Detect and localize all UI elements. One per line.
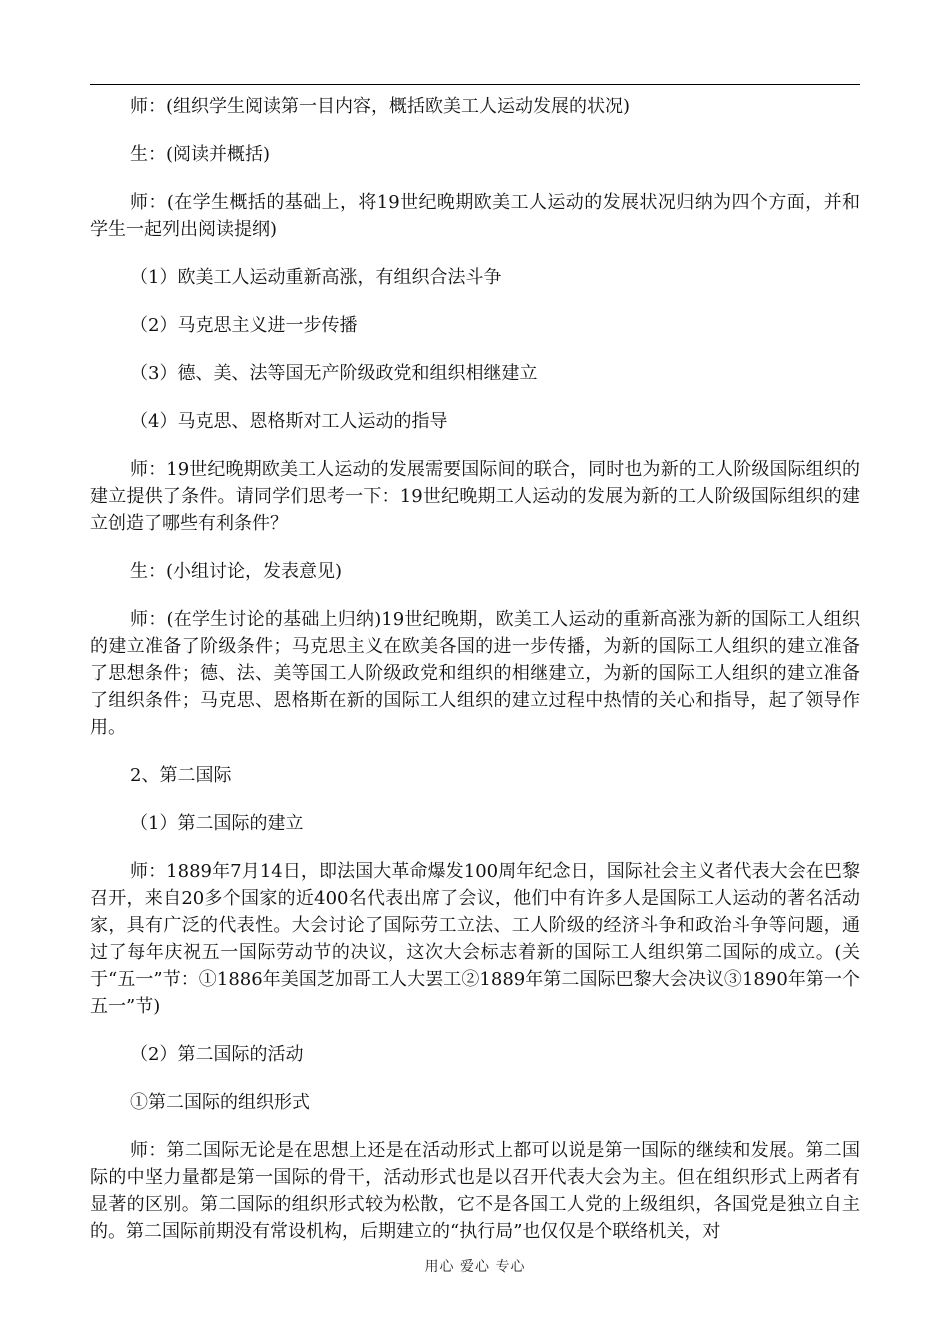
subsection-heading-2: （2）第二国际的活动 xyxy=(130,1044,304,1065)
paragraph-16: 师：第二国际无论是在思想上还是在活动形式上都可以说是第一国际的继续和发展。第二国际的中坚力量都是第一国际的骨干，活动形式也是以召开代表大会为主。但在组织形式上两者有显著的区别。第二国际的组织形式较为松散，它不是各国工人党的上级组织，各国党是独立自主的。第二国际前期没有常设机构，后期建立的“执行局”也仅仅是个联络机关，对 xyxy=(90,1140,860,1242)
paragraph-13: 师：1889年7月14日，即法国大革命爆发100周年纪念日，国际社会主义者代表大会在巴黎召开，来自20多个国家的近400名代表出席了会议，他们中有许多人是国际工人运动的著名活动家，具有广泛的代表性。大会讨论了国际劳工立法、工人阶级的经济斗争和政治斗争等问题，通过了每年庆祝五一国际劳动节的决议，这次大会标志着新的国际工人组织第二国际的成立。(关于“五一”节：①1886年美国芝加哥工人大罢工②1889年第二国际巴黎大会决议③1890年第一个五一”节) xyxy=(90,861,860,1017)
paragraph-9: 生：(小组讨论，发表意见) xyxy=(130,561,343,582)
paragraph-10: 师：(在学生讨论的基础上归纳)19世纪晚期，欧美工人运动的重新高涨为新的国际工人组织的建立准备了阶级条件；马克思主义在欧美各国的进一步传播，为新的国际工人组织的建立准备了思想条件；德、法、美等国工人阶级政党和组织的相继建立，为新的国际工人组织的建立准备了组织条件；马克思、恩格斯在新的国际工人组织的建立过程中热情的关心和指导，起了领导作用。 xyxy=(90,609,860,738)
outline-item-2: （2）马克思主义进一步传播 xyxy=(130,315,358,336)
document-body xyxy=(90,93,860,1245)
outline-item-3: （3）德、美、法等国无产阶级政党和组织相继建立 xyxy=(130,363,538,384)
header-rule xyxy=(90,84,860,85)
paragraph-1: 师：(组织学生阅读第一目内容，概括欧美工人运动发展的状况) xyxy=(130,96,631,117)
paragraph-2: 生：(阅读并概括) xyxy=(130,144,271,165)
sub-item-heading: ①第二国际的组织形式 xyxy=(130,1092,310,1113)
page-footer: 用心 爱心 专心 xyxy=(424,1259,526,1275)
paragraph-3: 师：(在学生概括的基础上，将19世纪晚期欧美工人运动的发展状况归纳为四个方面，并和学生一起列出阅读提纲) xyxy=(90,192,860,240)
subsection-heading-1: （1）第二国际的建立 xyxy=(130,813,304,834)
section-heading: 2、第二国际 xyxy=(130,765,232,786)
outline-item-4: （4）马克思、恩格斯对工人运动的指导 xyxy=(130,411,448,432)
outline-item-1: （1）欧美工人运动重新高涨，有组织合法斗争 xyxy=(130,267,502,288)
paragraph-8: 师：19世纪晚期欧美工人运动的发展需要国际间的联合，同时也为新的工人阶级国际组织的建立提供了条件。请同学们思考一下：19世纪晚期工人运动的发展为新的工人阶级国际组织的建立创造了哪些有利条件？ xyxy=(90,459,860,534)
